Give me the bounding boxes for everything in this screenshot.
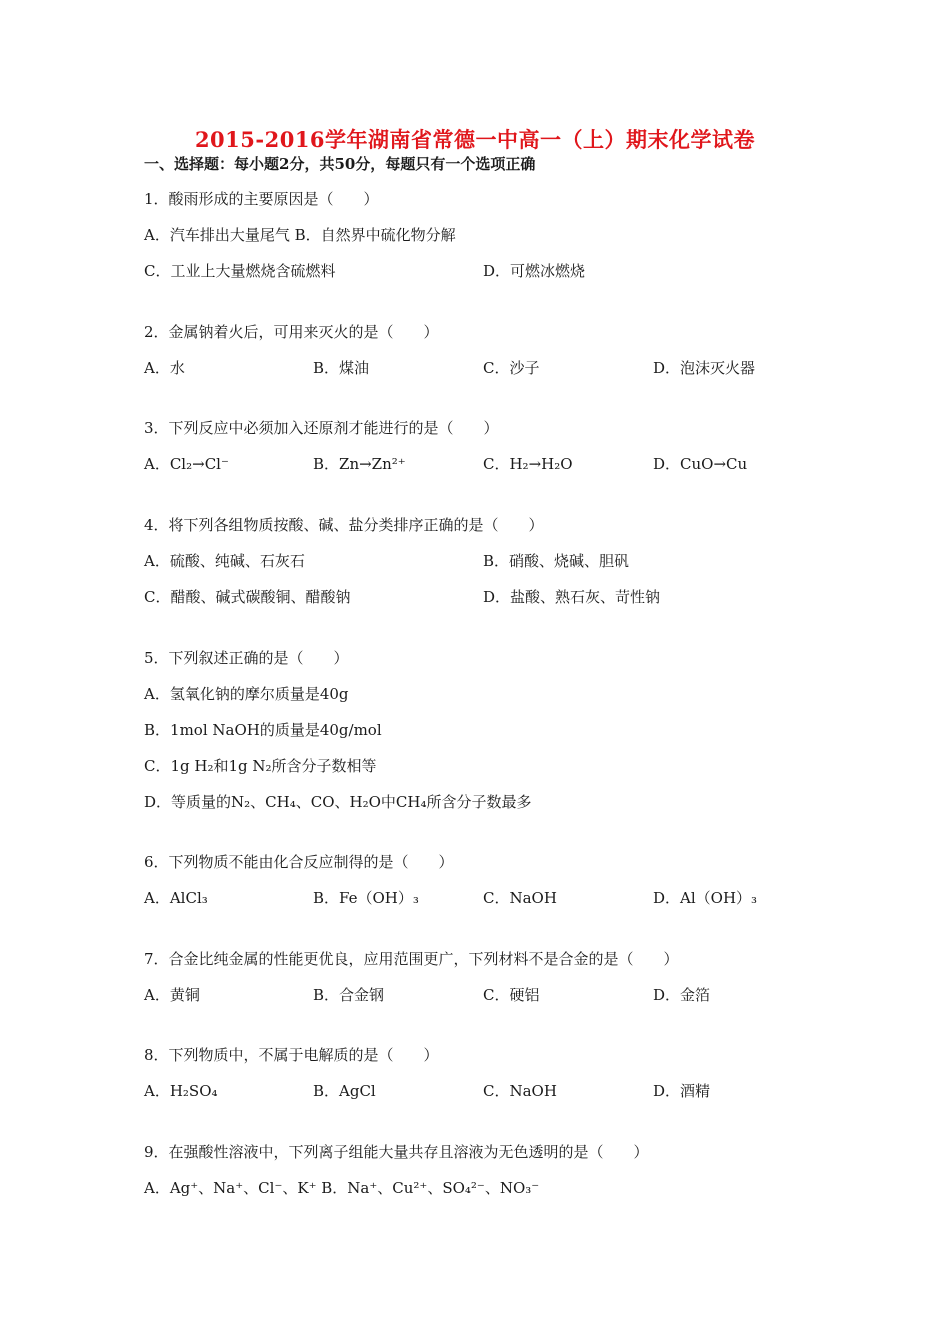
question-3-option-b: B．Zn→Zn²⁺ [313,455,406,473]
question-4-stem: 4．将下列各组物质按酸、碱、盐分类排序正确的是（ ） [144,516,544,534]
question-3-option-c: C．H₂→H₂O [483,455,573,473]
question-8-stem: 8．下列物质中，不属于电解质的是（ ） [144,1046,439,1064]
question-1-option-ab: A．汽车排出大量尾气 B．自然界中硫化物分解 [144,226,456,244]
question-1-option-c: C．工业上大量燃烧含硫燃料 [144,262,336,280]
question-5-option-d: D．等质量的N₂、CH₄、CO、H₂O中CH₄所含分子数最多 [144,793,532,811]
question-7-stem: 7．合金比纯金属的性能更优良，应用范围更广，下列材料不是合金的是（ ） [144,950,679,968]
question-5-option-c: C．1g H₂和1g N₂所含分子数相等 [144,757,377,775]
question-7-option-d: D．金箔 [653,986,711,1004]
question-6-stem: 6．下列物质不能由化合反应制得的是（ ） [144,853,454,871]
question-8-option-b: B．AgCl [313,1082,376,1100]
question-6-option-a: A．AlCl₃ [144,889,208,907]
question-8-option-c: C．NaOH [483,1082,557,1100]
question-3-option-a: A．Cl₂→Cl⁻ [144,455,229,473]
question-5-option-a: A．氢氧化钠的摩尔质量是40g [144,685,349,703]
question-3-option-d: D．CuO→Cu [653,455,748,473]
question-4-option-c: C．醋酸、碱式碳酸铜、醋酸钠 [144,588,351,606]
question-7-option-c: C．硬铝 [483,986,540,1004]
question-3-stem: 3．下列反应中必须加入还原剂才能进行的是（ ） [144,419,499,437]
question-7-option-a: A．黄铜 [144,986,200,1004]
question-2-option-b: B．煤油 [313,359,370,377]
exam-title: 2015-2016学年湖南省常德一中高一（上）期末化学试卷 [194,127,756,152]
question-2-stem: 2．金属钠着火后，可用来灭火的是（ ） [144,323,439,341]
question-1-stem: 1．酸雨形成的主要原因是（ ） [144,190,379,208]
question-9-stem: 9．在强酸性溶液中，下列离子组能大量共存且溶液为无色透明的是（ ） [144,1143,649,1161]
question-4-option-a: A．硫酸、纯碱、石灰石 [144,552,305,570]
question-8-option-d: D．酒精 [653,1082,711,1100]
question-4-option-b: B．硝酸、烧碱、胆矾 [483,552,630,570]
question-6-option-c: C．NaOH [483,889,557,907]
question-6-option-b: B．Fe（OH）₃ [313,889,419,907]
question-2-option-a: A．水 [144,359,185,377]
question-5-stem: 5．下列叙述正确的是（ ） [144,649,349,667]
question-9-option-ab: A．Ag⁺、Na⁺、Cl⁻、K⁺ B．Na⁺、Cu²⁺、SO₄²⁻、NO₃⁻ [144,1179,540,1197]
question-7-option-b: B．合金钢 [313,986,385,1004]
question-8-option-a: A．H₂SO₄ [144,1082,218,1100]
question-6-option-d: D．Al（OH）₃ [653,889,758,907]
section-heading: 一、选择题：每小题2分，共50分，每题只有一个选项正确 [144,155,536,173]
question-1-option-d: D．可燃冰燃烧 [483,262,586,280]
question-5-option-b: B．1mol NaOH的质量是40g/mol [144,721,382,739]
question-2-option-d: D．泡沫灭火器 [653,359,756,377]
question-4-option-d: D．盐酸、熟石灰、苛性钠 [483,588,661,606]
question-2-option-c: C．沙子 [483,359,540,377]
